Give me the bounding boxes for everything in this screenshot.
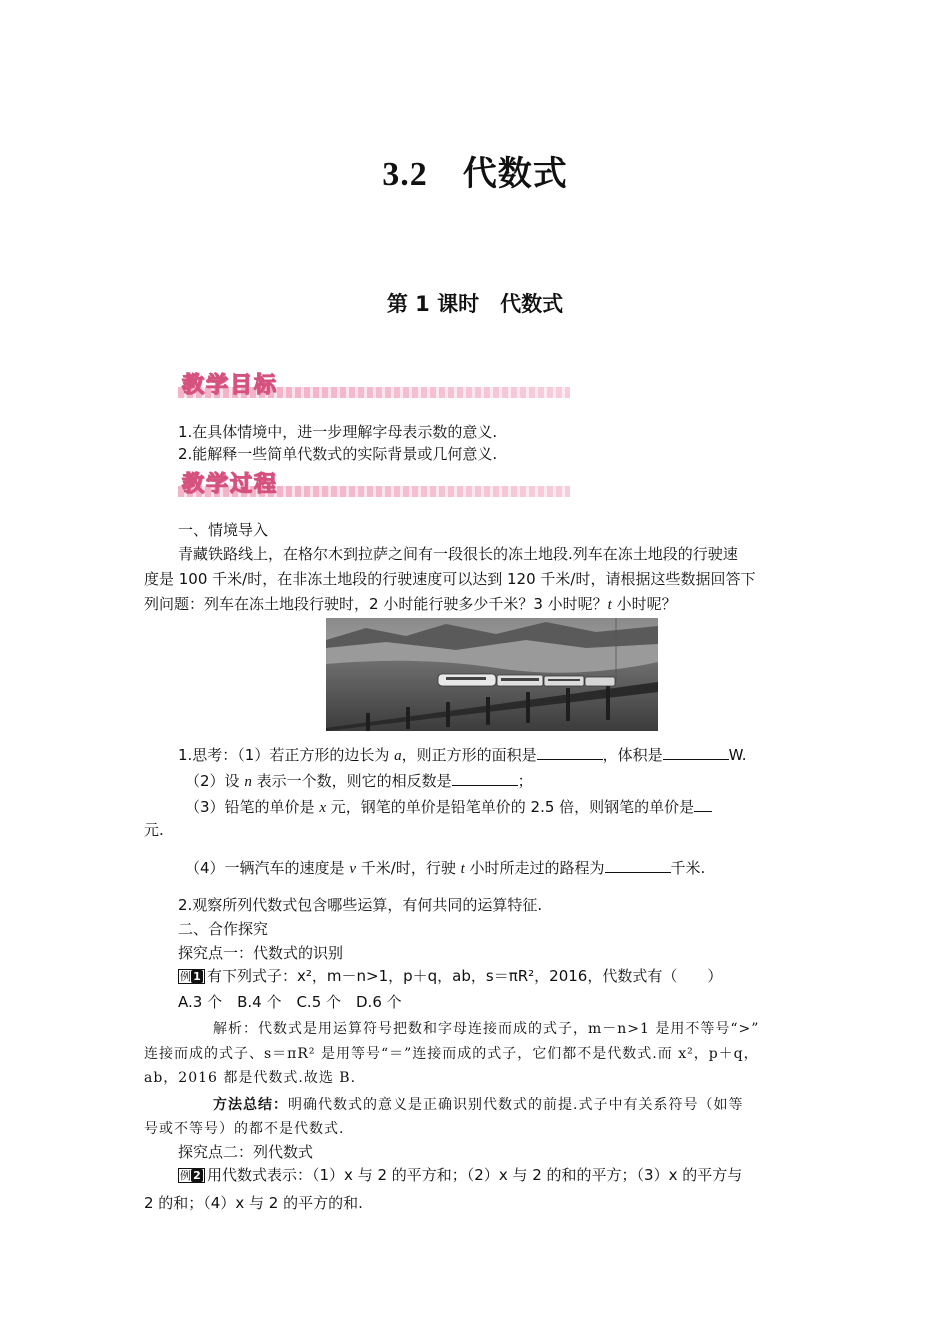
page-title: 3.2 代数式 xyxy=(382,156,568,193)
example-2: 例 2 用代数式表示：（1）x 与 2 的平方和；（2）x 与 2 的和的平方；（3）x 的平方与 xyxy=(180,1166,743,1184)
paragraph-line: 列问题：列车在冻土地段行驶时，2 小时能行驶多少千米？3 小时呢？t 小时呢？ xyxy=(144,595,677,613)
analysis-line: 连接而成的式子、s＝πR² 是用等号“＝”连接而成的式子，它们都不是代数式.而 x²，p＋q， xyxy=(144,1046,759,1062)
analysis-line: ab，2016 都是代数式.故选 B. xyxy=(144,1070,357,1086)
section-heading: 二、合作探究 xyxy=(178,920,269,938)
explore-point-1: 探究点一：代数式的识别 xyxy=(178,944,344,962)
paragraph-line: 度是 100 千米/时，在非冻土地段的行驶速度可以达到 120 千米/时，请根据这些数据回答下 xyxy=(144,570,756,588)
example-1-options: A.3 个 B.4 个 C.5 个 D.6 个 xyxy=(178,993,402,1011)
summary-line: 方法总结：明确代数式的意义是正确识别代数式的前提.式子中有关系符号（如等 xyxy=(213,1097,744,1113)
paragraph-line: 青藏铁路线上，在格尔木到拉萨之间有一段很长的冻土地段.列车在冻土地段的行驶速 xyxy=(178,545,738,563)
think-question-5: 2.观察所列代数式包含哪些运算，有何共同的运算特征. xyxy=(178,896,543,914)
example-badge: 例 2 xyxy=(178,1168,205,1183)
section-banner-objectives xyxy=(178,368,570,402)
objective-item: 1.在具体情境中，进一步理解字母表示数的意义. xyxy=(178,423,498,441)
summary-line: 号或不等号）的都不是代数式. xyxy=(144,1121,345,1137)
example-badge: 例 1 xyxy=(178,969,205,984)
think-question-3: （3）铅笔的单价是 x 元，钢笔的单价是铅笔单价的 2.5 倍，则钢笔的单价是 xyxy=(185,796,712,819)
train-photo xyxy=(326,618,658,731)
explore-point-2: 探究点二：列代数式 xyxy=(178,1143,314,1161)
think-question-4: （4）一辆汽车的速度是 v 千米/时，行驶 t 小时所走过的路程为 千米. xyxy=(185,859,706,877)
think-question-2: （2）设 n 表示一个数，则它的相反数是 ； xyxy=(185,772,533,790)
section-banner-label: 教学目标 xyxy=(182,373,279,398)
objective-item: 2.能解释一些简单代数式的实际背景或几何意义. xyxy=(178,445,498,463)
section-heading: 一、情境导入 xyxy=(178,521,269,539)
analysis-line: 解析：代数式是用运算符号把数和字母连接而成的式子，m－n>1 是用不等号“>” xyxy=(213,1021,760,1037)
train-on-bridge-image xyxy=(326,618,658,731)
example-1: 例 1 有下列式子：x²，m－n>1，p＋q，ab，s＝πR²，2016，代数式有（ ） xyxy=(180,967,723,985)
section-banner-label: 教学过程 xyxy=(182,472,279,497)
think-question-1: 1.思考：（1）若正方形的边长为 a，则正方形的面积是 ，体积是 W. xyxy=(178,746,747,764)
section-banner-process xyxy=(178,467,570,501)
example-2-cont: 2 的和；（4）x 与 2 的平方的和. xyxy=(144,1194,363,1212)
think-question-3-cont: 元. xyxy=(144,821,164,839)
lesson-subtitle: 第 1 课时 代数式 xyxy=(386,292,564,316)
